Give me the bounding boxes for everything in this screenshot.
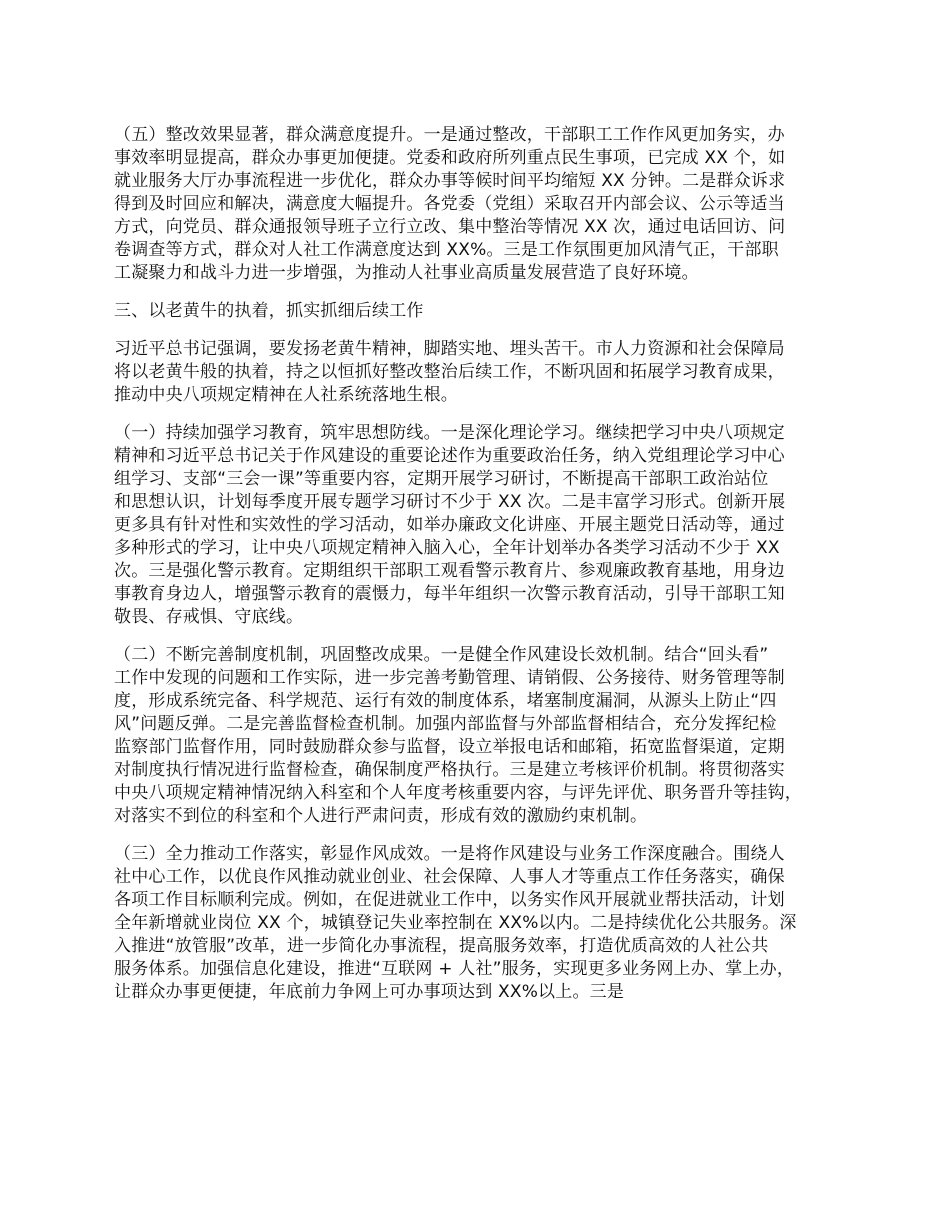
text-line: 各项工作目标顺利完成。例如，在促进就业工作中，以务实作风开展就业帮扶活动，计划 (114, 890, 785, 910)
paragraph-system-mechanism (114, 644, 850, 828)
paragraph-rectification-effect (114, 124, 850, 285)
text-line: 全年新增就业岗位 XX 个，城镇登记失业率控制在 XX%以内。二是持续优化公共服务。深 (114, 913, 797, 933)
text-line: 入推进“放管服”改革，进一步简化办事流程，提高服务效率，打造优质高效的人社公共 (114, 936, 769, 956)
paragraph-intro (114, 338, 850, 407)
text-line: （二）不断完善制度机制，巩固整改成果。一是健全作风建设长效机制。结合“回头看” (114, 645, 769, 665)
text-line: 度，形成系统完备、科学规范、运行有效的制度体系，堵塞制度漏洞，从源头上防止“四 (114, 691, 777, 711)
text-line: 监察部门监督作用，同时鼓励群众参与监督，设立举报电话和邮箱，拓宽监督渠道，定期 (114, 737, 785, 757)
text-line: 习近平总书记强调，要发扬老黄牛精神，脚踏实地、埋头苦干。市人力资源和社会保障局 (114, 339, 785, 359)
text-line: 敬畏、存戒惧、守底线。 (114, 607, 304, 627)
text-line: 更多具有针对性和实效性的学习活动，如举办廉政文化讲座、开展主题党日活动等，通过 (114, 515, 785, 535)
text-line: 事教育身边人，增强警示教育的震慑力，每半年组织一次警示教育活动，引导干部职工知 (114, 584, 785, 604)
text-line: 工作中发现的问题和工作实际，进一步完善考勤管理、请销假、公务接待、财务管理等制 (114, 668, 785, 688)
text-line: 风”问题反弹。二是完善监督检查机制。加强内部监督与外部监督相结合，充分发挥纪检 (114, 714, 777, 734)
text-line: 卷调查等方式，群众对人社工作满意度达到 XX%。三是工作氛围更加风清气正，干部职 (114, 240, 779, 260)
text-line: 得到及时回应和解决，满意度大幅提升。各党委（党组）采取召开内部会议、公示等适当 (114, 194, 785, 214)
text-line: 组学习、支部“三会一课”等重要内容，定期开展学习研讨，不断提高干部职工政治站位 (114, 469, 769, 489)
text-line: （三）全力推动工作落实，彰显作风成效。一是将作风建设与业务工作深度融合。围绕人 (114, 844, 785, 864)
text-line: 就业服务大厅办事流程进一步优化，群众办事等候时间平均缩短 XX 分钟。二是群众诉求 (114, 171, 786, 191)
text-line: 和思想认识，计划每季度开展专题学习研讨不少于 XX 次。二是丰富学习形式。创新开展 (114, 492, 786, 512)
text-line: （一）持续加强学习教育，筑牢思想防线。一是深化理论学习。继续把学习中央八项规定 (114, 423, 785, 443)
text-line: 将以老黄牛般的执着，持之以恒抓好整改整治后续工作，不断巩固和拓展学习教育成果， (114, 362, 785, 382)
text-line: 次。三是强化警示教育。定期组织干部职工观看警示教育片、参观廉政教育基地，用身边 (114, 561, 785, 581)
text-line: 服务体系。加强信息化建设，推进“互联网 + 人社”服务，实现更多业务网上办、掌上办， (114, 959, 795, 979)
text-line: 方式，向党员、群众通报领导班子立行立改、集中整治等情况 XX 次，通过电话回访、问 (114, 217, 786, 237)
paragraph-study-education (114, 422, 850, 629)
heading-text: 三、以老黄牛的执着，抓实抓细后续工作 (114, 301, 424, 321)
text-line: 社中心工作，以优良作风推动就业创业、社会保障、人事人才等重点工作任务落实，确保 (114, 867, 785, 887)
text-line: 对落实不到位的科室和个人进行严肃问责，形成有效的激励约束机制。 (114, 806, 648, 826)
text-line: （五）整改效果显著，群众满意度提升。一是通过整改，干部职工工作作风更加务实，办 (114, 125, 785, 145)
text-line: 工凝聚力和战斗力进一步增强，为推动人社事业高质量发展营造了良好环境。 (114, 263, 699, 283)
text-line: 多种形式的学习，让中央八项规定精神入脑入心，全年计划举办各类学习活动不少于 XX (114, 538, 780, 558)
text-line: 中央八项规定精神情况纳入科室和个人年度考核重要内容，与评先评优、职务晋升等挂钩， (114, 783, 802, 803)
text-line: 推动中央八项规定精神在人社系统落地生根。 (114, 385, 458, 405)
document-page (114, 124, 850, 1019)
text-line: 精神和习近平总书记关于作风建设的重要论述作为重要政治任务，纳入党组理论学习中心 (114, 446, 785, 466)
text-line: 对制度执行情况进行监督检查，确保制度严格执行。三是建立考核评价机制。将贯彻落实 (114, 760, 785, 780)
text-line: 事效率明显提高，群众办事更加便捷。党委和政府所列重点民生事项，已完成 XX 个，如 (114, 148, 786, 168)
text-line: 让群众办事更便捷，年底前力争网上可办事项达到 XX%以上。三是 (114, 982, 625, 1002)
paragraph-work-implementation (114, 843, 850, 1004)
section-heading (114, 300, 850, 323)
